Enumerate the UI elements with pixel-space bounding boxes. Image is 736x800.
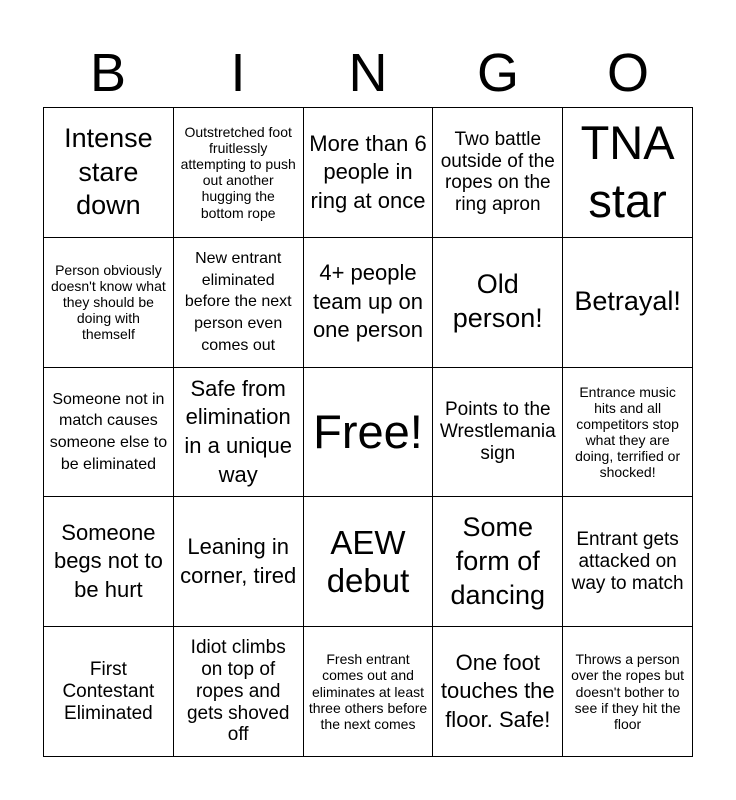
bingo-cell[interactable]: More than 6 people in ring at once — [304, 108, 434, 238]
free-space-cell[interactable]: Free! — [304, 368, 434, 498]
bingo-cell[interactable]: Throws a person over the ropes but doesn't bother to see if they hit the floor — [563, 627, 693, 757]
header-letter-o: O — [606, 43, 649, 103]
header-letter-b: B — [89, 43, 127, 103]
bingo-cell[interactable]: Old person! — [433, 238, 563, 368]
bingo-cell[interactable]: New entrant eliminated before the next person even comes out — [174, 238, 304, 368]
bingo-cell[interactable]: Fresh entrant comes out and eliminates at least three others before the next comes — [304, 627, 434, 757]
bingo-cell[interactable]: Someone not in match causes someone else to be eliminated — [44, 368, 174, 498]
bingo-cell[interactable]: First Contestant Eliminated — [44, 627, 174, 757]
bingo-cell[interactable]: Someone begs not to be hurt — [44, 497, 174, 627]
bingo-cell[interactable]: Some form of dancing — [433, 497, 563, 627]
bingo-cell[interactable]: 4+ people team up on one person — [304, 238, 434, 368]
bingo-cell[interactable]: Person obviously doesn't know what they should be doing with themself — [44, 238, 174, 368]
header-letter-i: I — [230, 43, 246, 103]
bingo-cell[interactable]: Entrant gets attacked on way to match — [563, 497, 693, 627]
bingo-cell[interactable]: Safe from elimination in a unique way — [174, 368, 304, 498]
bingo-cell[interactable]: Idiot climbs on top of ropes and gets shoved off — [174, 627, 304, 757]
bingo-header — [43, 40, 693, 106]
bingo-cell[interactable]: Outstretched foot fruitlessly attempting to push out another hugging the bottom rope — [174, 108, 304, 238]
bingo-cell[interactable]: One foot touches the floor. Safe! — [433, 627, 563, 757]
bingo-cell[interactable]: Intense stare down — [44, 108, 174, 238]
bingo-cell[interactable]: TNA star — [563, 108, 693, 238]
bingo-cell[interactable]: Betrayal! — [563, 238, 693, 368]
bingo-cell[interactable]: Two battle outside of the ropes on the ring apron — [433, 108, 563, 238]
bingo-cell[interactable]: Points to the Wrestlemania sign — [433, 368, 563, 498]
bingo-cell[interactable]: AEW debut — [304, 497, 434, 627]
header-letter-g: G — [476, 43, 519, 103]
bingo-cell[interactable]: Entrance music hits and all competitors stop what they are doing, terrified or shocked! — [563, 368, 693, 498]
header-letter-n: N — [348, 43, 388, 103]
bingo-card-grid — [43, 107, 693, 757]
bingo-cell[interactable]: Leaning in corner, tired — [174, 497, 304, 627]
